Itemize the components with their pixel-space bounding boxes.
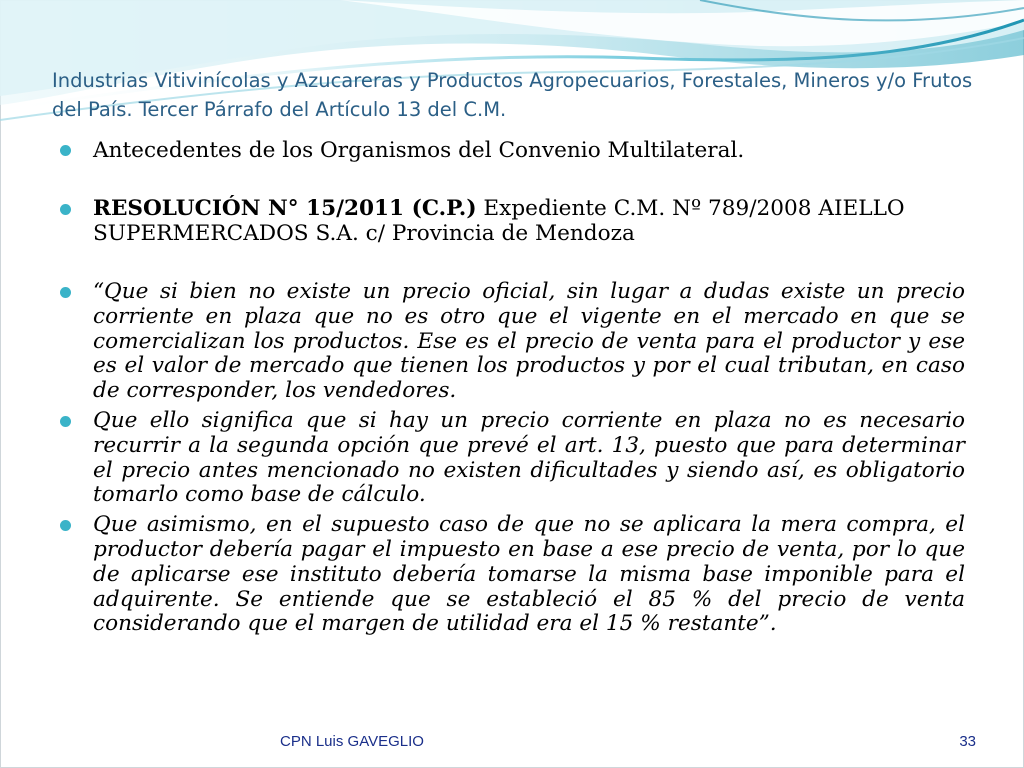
quote-text: “Que si bien no existe un precio oficial, sin lugar a dudas existe un precio corriente en plaza que no es otro que el vigente en el mercado en que se comercializan los productos. Ese es el precio de venta para el productor y ese es el valor de mercado que tienen los productos y por el cual tributan, en caso de corresponder, los vendedores. [93,279,965,404]
bullet-text: Expediente C.M. Nº 789/2008 AIELLO SUPERMERCADOS S.A. c/ Provincia de Mendoza [93,196,905,246]
bullet-icon [60,287,71,298]
footer-author: CPN Luis GAVEGLIO [280,733,424,750]
bullet-list [60,136,965,637]
bullet-text: Antecedentes de los Organismos del Convenio Multilateral. [93,138,745,163]
list-item [60,513,965,637]
resolution-reference: RESOLUCIÓN N° 15/2011 (C.P.) [93,196,477,221]
list-item [60,280,965,404]
slide-title: Industrias Vitivinícolas y Azucareras y Productos Agropecuarios, Forestales, Mineros y/o Frutos del País. Tercer Párrafo del Artículo 13 del C.M. [52,69,973,121]
list-item [60,196,965,246]
slide-number: 33 [959,733,976,750]
bullet-icon [60,520,71,531]
bullet-icon [60,204,71,215]
list-item [60,409,965,508]
bullet-icon [60,145,71,156]
list-item [60,136,965,165]
bullet-icon [60,416,71,427]
quote-text: Que ello significa que si hay un precio corriente en plaza no es necesario recurrir a la segunda opción que prevé el art. 13, puesto que para determinar el precio antes mencionado no existen dificultades y siendo así, es obligatorio tomarlo como base de cálculo. [93,407,965,508]
quote-text: Que asimismo, en el supuesto caso de que no se aplicara la mera compra, el productor debería pagar el impuesto en base a ese precio de venta, por lo que de aplicarse ese instituto debería tomarse la misma base imponible para el adquirente. Se entiende que se estableció el 85 % del precio de venta considerando que el margen de utilidad era el 15 % restante”. [93,512,965,637]
